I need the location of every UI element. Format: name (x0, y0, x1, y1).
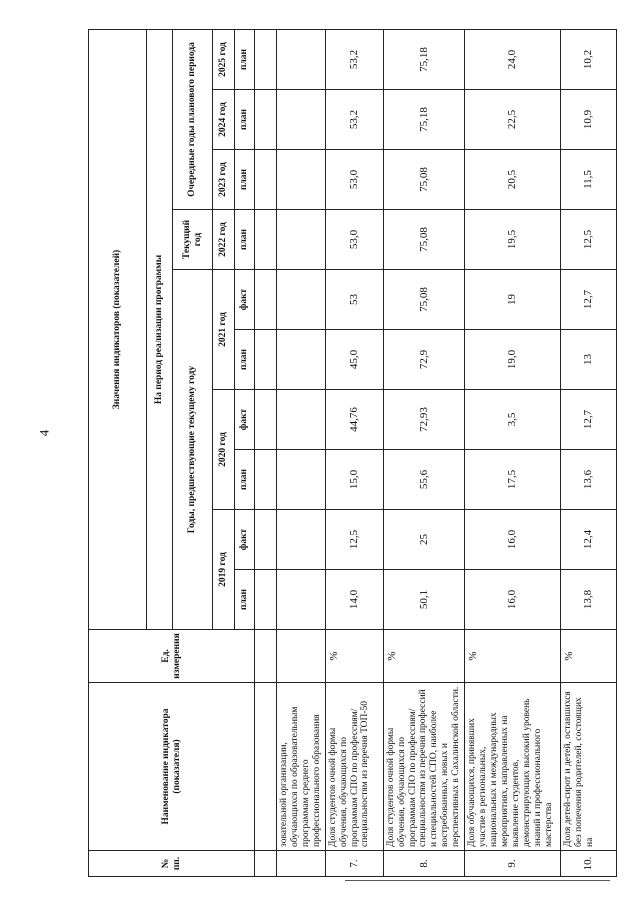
row-value: 19,0 (465, 330, 561, 390)
row-name: Доля детей-сирот и детей, оставшихся без попечения родителей, состоящих на (561, 683, 617, 851)
row-value: 50,1 (383, 570, 464, 630)
header-year-2020: 2020 год (213, 390, 235, 510)
row-value: 53,2 (325, 30, 383, 90)
row-value: 16,0 (465, 570, 561, 630)
row-value: 12,7 (561, 390, 617, 450)
row-value: 13,8 (561, 570, 617, 630)
row-value: 12,7 (561, 270, 617, 330)
row-num: 7. (325, 851, 383, 877)
row-value: 75,18 (383, 90, 464, 150)
row-value (277, 570, 326, 630)
row-value (277, 210, 326, 270)
row-value: 53,0 (325, 210, 383, 270)
row-value (277, 510, 326, 570)
header-plan: план (235, 450, 255, 510)
row-value (277, 30, 326, 90)
header-fact: факт (235, 270, 255, 330)
header-plan: план (235, 570, 255, 630)
header-year-2021: 2021 год (213, 270, 235, 390)
row-value: 15,0 (325, 450, 383, 510)
header-plan: план (235, 30, 255, 90)
table-row (383, 30, 464, 877)
row-num (277, 851, 326, 877)
row-value: 10,2 (561, 30, 617, 90)
row-value: 72,9 (383, 330, 464, 390)
row-name: Доля студентов очной формы обучения, обучающихся по программам СПО по профессиям/специальностям из перечня ТОП-50 (325, 683, 383, 851)
indicator-table (88, 29, 617, 877)
row-num: 10. (561, 851, 617, 877)
header-plan: план (235, 210, 255, 270)
row-num: 9. (465, 851, 561, 877)
header-current-year: Текущий год (173, 210, 213, 270)
row-value: 75,08 (383, 150, 464, 210)
row-value: 10,9 (561, 90, 617, 150)
table-row (277, 30, 326, 877)
row-value: 72,93 (383, 390, 464, 450)
header-fact: факт (235, 510, 255, 570)
row-value: 53,2 (325, 90, 383, 150)
table-row (561, 30, 617, 877)
row-value: 25 (383, 510, 464, 570)
row-value: 12,4 (561, 510, 617, 570)
row-value: 44,76 (325, 390, 383, 450)
row-value: 17,5 (465, 450, 561, 510)
row-value: 22,5 (465, 90, 561, 150)
row-value: 53 (325, 270, 383, 330)
row-value (277, 450, 326, 510)
indicator-table-rotated (88, 30, 614, 877)
header-name: Наименование индикатора (показателя) (89, 683, 255, 851)
header-plan: план (235, 150, 255, 210)
header-fact: факт (235, 390, 255, 450)
row-value: 45,0 (325, 330, 383, 390)
row-value: 24,0 (465, 30, 561, 90)
header-year-2019: 2019 год (213, 510, 235, 630)
row-value: 55,6 (383, 450, 464, 510)
row-value (277, 270, 326, 330)
header-period: На период реализации программы (147, 30, 173, 630)
row-value: 19 (465, 270, 561, 330)
row-value: 11,5 (561, 150, 617, 210)
row-unit: % (383, 630, 464, 683)
header-num: № пп. (89, 851, 255, 877)
bottom-rule (345, 880, 610, 881)
page-number: 4 (36, 429, 52, 437)
row-value: 12,5 (325, 510, 383, 570)
row-value: 20,5 (465, 150, 561, 210)
row-value: 19,5 (465, 210, 561, 270)
header-year-2023: 2023 год (213, 150, 235, 210)
row-name: зовательной организации, обучающихся по образовательным программам среднего профессионального образования (277, 683, 326, 851)
header-unit: Ед. измерения (89, 630, 255, 683)
row-value (277, 150, 326, 210)
row-unit: % (561, 630, 617, 683)
row-value: 14,0 (325, 570, 383, 630)
row-unit: % (325, 630, 383, 683)
row-unit (277, 630, 326, 683)
row-name: Доля студентов очной формы обучения, обучающихся по программам СПО по профессиям/специальностям из перечня профессий и специальностей СПО, наиболее востребованных, новых и перспективных в Сахалинской области. (383, 683, 464, 851)
header-prev-years: Годы, предшествующие текущему году (173, 270, 213, 630)
header-next-years: Очередные годы планового периода (173, 30, 213, 210)
row-num: 8. (383, 851, 464, 877)
row-value: 75,18 (383, 30, 464, 90)
header-values: Значения индикаторов (показателей) (89, 30, 147, 630)
table-row (325, 30, 383, 877)
row-value: 12,5 (561, 210, 617, 270)
header-plan: план (235, 90, 255, 150)
row-value: 13 (561, 330, 617, 390)
row-value: 53,0 (325, 150, 383, 210)
row-unit: % (465, 630, 561, 683)
row-value: 75,08 (383, 210, 464, 270)
row-value (277, 390, 326, 450)
table-row (465, 30, 561, 877)
header-plan: план (235, 330, 255, 390)
row-value: 13,6 (561, 450, 617, 510)
header-year-2022: 2022 год (213, 210, 235, 270)
row-value: 3,5 (465, 390, 561, 450)
row-name: Доля обучающихся, принявших участие в региональных, национальных и международных мероприятиях, направленных на выявление студентов, демонстрирующих высокий уровень знаний и профессионального мастерства (465, 683, 561, 851)
row-value: 16,0 (465, 510, 561, 570)
header-year-2025: 2025 год (213, 30, 235, 90)
row-value: 75,08 (383, 270, 464, 330)
row-value (277, 90, 326, 150)
header-year-2024: 2024 год (213, 90, 235, 150)
row-value (277, 330, 326, 390)
